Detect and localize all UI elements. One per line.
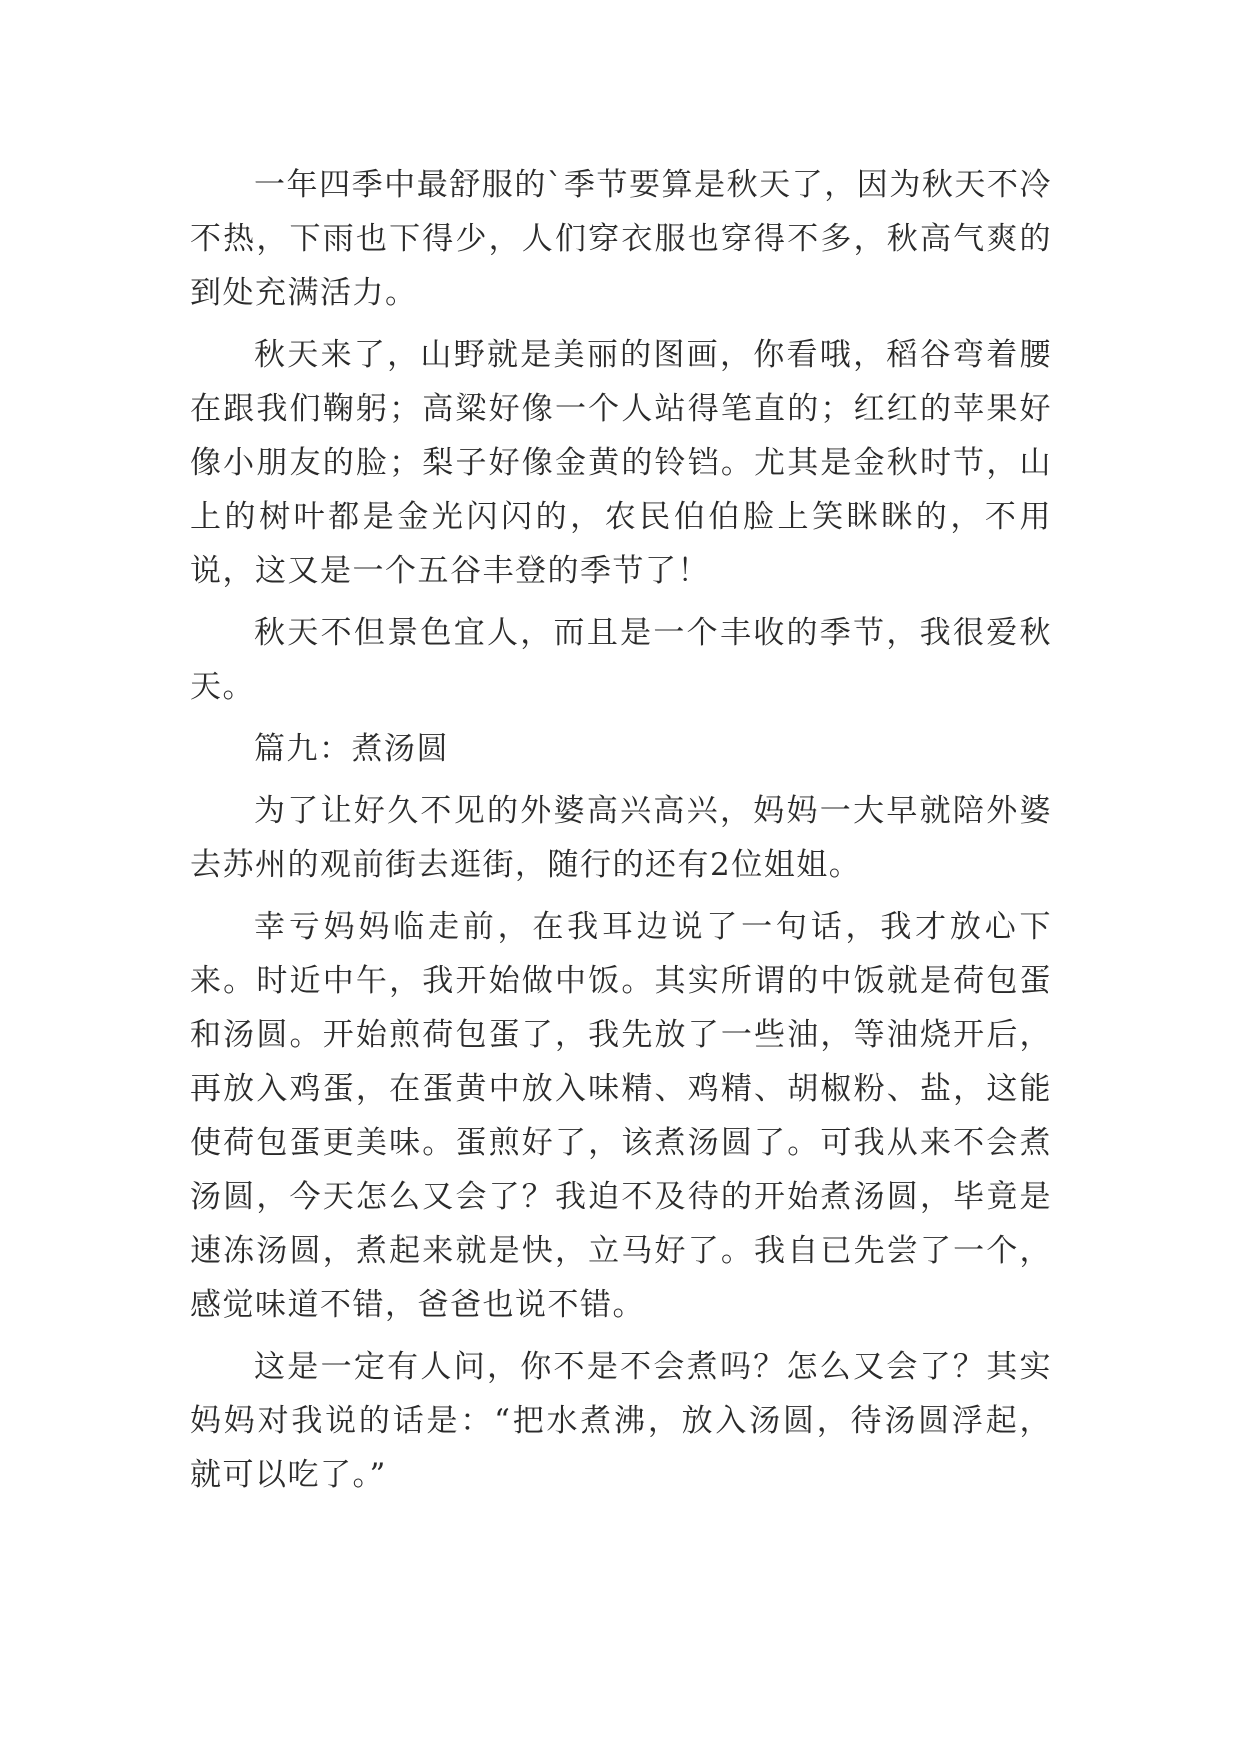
section-heading: 篇九：煮汤圆 (254, 731, 449, 767)
paragraph-autumn-harvest: 秋天不但景色宜人，而且是一个丰收的季节，我很爱秋天。 (190, 615, 1052, 705)
document-page (190, 158, 1052, 1510)
paragraph-grandma-visit: 为了让好久不见的外婆高兴高兴，妈妈一大早就陪外婆去苏州的观前街去逛街，随行的还有2位姐姐。 (190, 793, 1052, 883)
paragraph-mom-advice: 这是一定有人问，你不是不会煮吗？怎么又会了？其实妈妈对我说的话是：“把水煮沸，放入汤圆，待汤圆浮起，就可以吃了。” (190, 1349, 1052, 1493)
paragraph-autumn-comfort: 一年四季中最舒服的`季节要算是秋天了，因为秋天不冷不热，下雨也下得少，人们穿衣服也穿得不多，秋高气爽的到处充满活力。 (190, 167, 1052, 311)
paragraph-autumn-scenery: 秋天来了，山野就是美丽的图画，你看哦，稻谷弯着腰在跟我们鞠躬；高粱好像一个人站得笔直的；红红的苹果好像小朋友的脸；梨子好像金黄的铃铛。尤其是金秋时节，山上的树叶都是金光闪闪的，农民伯伯脸上笑眯眯的，不用说，这又是一个五谷丰登的季节了！ (190, 337, 1052, 589)
paragraph-cooking-lunch: 幸亏妈妈临走前，在我耳边说了一句话，我才放心下来。时近中午，我开始做中饭。其实所谓的中饭就是荷包蛋和汤圆。开始煎荷包蛋了，我先放了一些油，等油烧开后，再放入鸡蛋，在蛋黄中放入味精、鸡精、胡椒粉、盐，这能使荷包蛋更美味。蛋煎好了，该煮汤圆了。可我从来不会煮汤圆，今天怎么又会了？我迫不及待的开始煮汤圆，毕竟是速冻汤圆，煮起来就是快，立马好了。我自已先尝了一个，感觉味道不错，爸爸也说不错。 (190, 909, 1052, 1323)
